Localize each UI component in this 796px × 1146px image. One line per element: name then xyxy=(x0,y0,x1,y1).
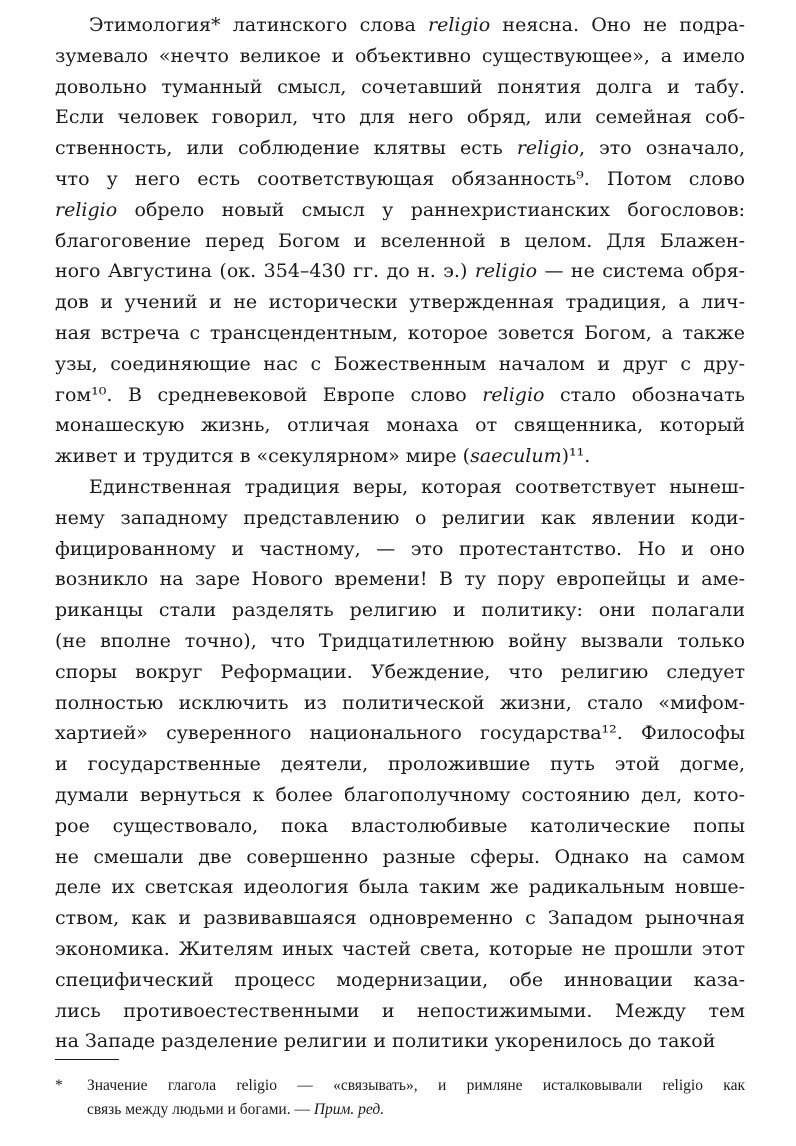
text-run: монашескую жизнь, отличая монаха от священника, который xyxy=(55,414,745,437)
text-run: Единственная традиция веры, которая соответствует нынеш- xyxy=(89,475,745,498)
text-line xyxy=(55,595,745,626)
text-run: на Западе разделение религии и политики укоренилось до такой xyxy=(55,1030,716,1053)
footnote-line xyxy=(55,1074,745,1098)
text-run: ная встреча с трансцендентным, которое зовется Богом, а также xyxy=(55,321,745,344)
text-run: что у него есть соответствующая обязанность⁹. Потом слово xyxy=(55,167,745,190)
text-run: полностью исключить из политической жизни, стало «мифом- xyxy=(55,691,745,714)
text-run: — не система обря- xyxy=(537,260,745,283)
text-line xyxy=(55,934,745,965)
text-run: ством, как и развивавшаяся одновременно с Западом рыночная xyxy=(55,907,745,930)
text-line xyxy=(55,534,745,565)
footnote xyxy=(55,1074,745,1122)
text-run: деле их светская идеология была таким же радикальным новше- xyxy=(55,876,745,899)
text-run: и государственные деятели, проложившие путь этой догме, xyxy=(55,753,745,776)
italic-text: religio xyxy=(482,383,545,406)
italic-text: saeculum xyxy=(470,445,562,468)
text-line xyxy=(55,657,745,688)
text-run: риканцы стали разделять религию и политику: они полагали xyxy=(55,599,745,622)
text-run: довольно туманный смысл, сочетавший понятия долга и табу. xyxy=(55,75,745,98)
text-line xyxy=(55,195,745,226)
text-run: благоговение перед Богом и вселенной в целом. Для Блажен- xyxy=(55,229,745,252)
text-run: споры вокруг Реформации. Убеждение, что религию следует xyxy=(55,660,745,683)
text-run: связь между людьми и богами. — xyxy=(87,1101,314,1118)
text-run: Этимология* латинского слова xyxy=(89,14,429,36)
text-line xyxy=(55,564,745,595)
text-line xyxy=(55,349,745,380)
text-run: живет и трудится в «секулярном» мире ( xyxy=(55,445,471,468)
text-run: экономика. Жителям иных частей света, которые не прошли этот xyxy=(55,937,745,960)
footnote-divider xyxy=(55,1059,119,1060)
body-text xyxy=(55,10,745,1057)
text-line xyxy=(55,780,745,811)
paragraph xyxy=(55,10,745,472)
text-line xyxy=(55,410,745,441)
text-line xyxy=(55,626,745,657)
text-line xyxy=(55,256,745,287)
text-line xyxy=(55,164,745,195)
paragraph xyxy=(55,472,745,1057)
italic-text: religio xyxy=(428,14,491,36)
text-line xyxy=(55,1026,745,1057)
text-line xyxy=(55,472,745,503)
text-run: , это означало, xyxy=(578,137,745,160)
text-line xyxy=(55,965,745,996)
text-line xyxy=(55,318,745,349)
text-line xyxy=(55,226,745,257)
text-run: не смешали две совершенно разные сферы. Однако на самом xyxy=(55,845,745,868)
text-line xyxy=(55,10,745,41)
text-run: дов и учений и не исторически утвержденная традиция, а лич- xyxy=(55,291,745,314)
text-run: стало обозначать xyxy=(544,383,745,406)
text-line xyxy=(55,287,745,318)
text-line xyxy=(55,718,745,749)
footnote-marker: * xyxy=(55,1077,63,1094)
text-line xyxy=(55,441,745,472)
text-run: узы, соединяющие нас с Божественным началом и друг с дру- xyxy=(55,352,745,375)
text-run: гом¹⁰. В средневековой Европе слово xyxy=(55,383,483,406)
text-run: специфический процесс модернизации, обе инновации каза- xyxy=(55,968,745,991)
text-line xyxy=(55,811,745,842)
italic-text: religio xyxy=(474,260,538,283)
text-run: нему западному представлению о религии как явлении коди- xyxy=(55,506,745,529)
text-run: Если человек говорил, что для него обряд, или семейная соб- xyxy=(55,106,745,129)
text-line xyxy=(55,996,745,1027)
text-run: ного Августина (ок. 354–430 гг. до н. э.) xyxy=(55,260,475,283)
text-line xyxy=(55,102,745,133)
text-run: обрело новый смысл у раннехристианских богословов: xyxy=(117,198,745,221)
text-run: рое существовало, пока властолюбивые католические попы xyxy=(55,814,745,837)
text-line xyxy=(55,903,745,934)
text-run: хартией» суверенного национального государства¹². Философы xyxy=(55,722,745,745)
text-line xyxy=(55,41,745,72)
text-line xyxy=(55,380,745,411)
italic-text: Прим. ред. xyxy=(313,1101,385,1118)
text-run: возникло на заре Нового времени! В ту пору европейцы и аме- xyxy=(55,568,745,591)
text-line xyxy=(55,133,745,164)
text-run: ственность, или соблюдение клятвы есть xyxy=(55,137,517,160)
text-line xyxy=(55,72,745,103)
text-line xyxy=(55,842,745,873)
text-run: думали вернуться к более благополучному состоянию дел, кото- xyxy=(55,783,745,806)
text-line xyxy=(55,688,745,719)
text-run: фицированному и частному, — это протестантство. Но и оно xyxy=(55,537,745,560)
text-run: Значение глагола religio — «связывать», и римляне исталковывали religio как xyxy=(87,1077,745,1094)
italic-text: religio xyxy=(516,137,579,160)
text-line xyxy=(55,503,745,534)
italic-text: religio xyxy=(55,198,118,221)
text-run: зумевало «нечто великое и объективно существующее», а имело xyxy=(55,44,745,67)
text-run: лись противоестественными и непостижимыми. Между тем xyxy=(55,999,745,1022)
text-run: )¹¹. xyxy=(561,445,591,468)
text-line xyxy=(55,749,745,780)
text-line xyxy=(55,872,745,903)
footnote-line xyxy=(55,1098,745,1122)
text-run: (не вполне точно), что Тридцатилетнюю войну вызвали только xyxy=(55,629,745,652)
text-run: неясна. Оно не подра- xyxy=(490,14,745,36)
